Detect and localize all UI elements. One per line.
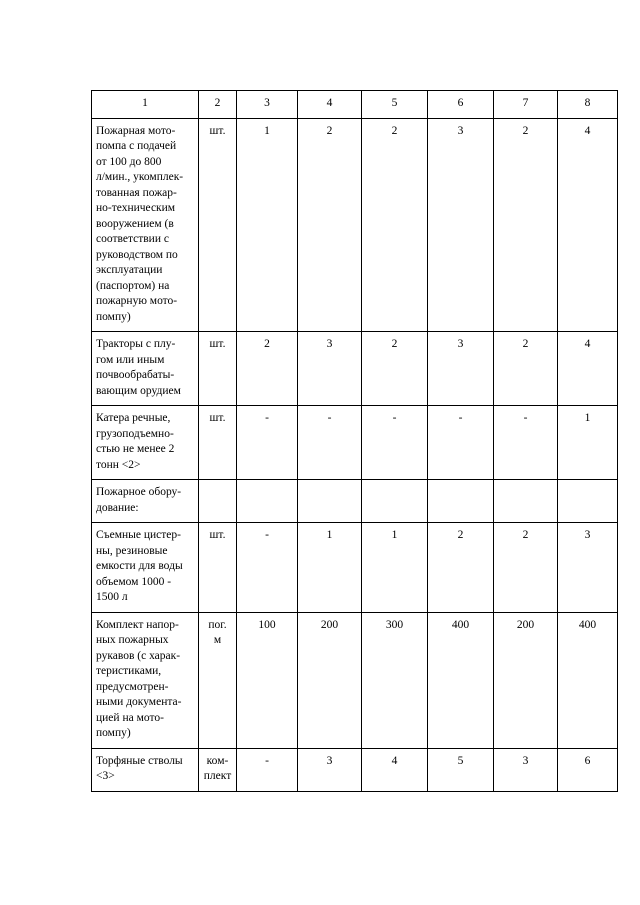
value-cell: 400 [558,612,618,748]
value-cell: 6 [558,748,618,791]
unit-cell: шт. [199,406,237,480]
table-row [92,748,618,791]
unit-cell: пог. м [199,612,237,748]
value-cell: 2 [362,332,428,406]
value-cell: - [362,406,428,480]
value-cell: 1 [298,523,362,613]
value-cell: 2 [298,118,362,332]
unit-cell: шт. [199,332,237,406]
value-cell: - [237,748,298,791]
unit-cell: шт. [199,118,237,332]
value-cell: 200 [494,612,558,748]
item-name-cell: Катера речные, грузоподъемно- стью не менее 2 тонн <2> [92,406,199,480]
value-cell: 1 [237,118,298,332]
value-cell: 2 [237,332,298,406]
value-cell: 2 [428,523,494,613]
table-row [92,612,618,748]
value-cell: 2 [494,332,558,406]
value-cell [298,480,362,523]
header-cell: 4 [298,91,362,119]
header-cell: 5 [362,91,428,119]
item-name-cell: Торфяные стволы <3> [92,748,199,791]
unit-cell [199,480,237,523]
value-cell [494,480,558,523]
table-row [92,118,618,332]
table-header-row [92,91,618,119]
value-cell [362,480,428,523]
value-cell: 2 [494,523,558,613]
value-cell [237,480,298,523]
header-cell: 1 [92,91,199,119]
header-cell: 2 [199,91,237,119]
value-cell: 3 [298,748,362,791]
header-cell: 6 [428,91,494,119]
item-name-cell: Комплект напор- ных пожарных рукавов (с харак- теристиками, предусмотрен- ными документа- цией на мото- помпу) [92,612,199,748]
value-cell: 5 [428,748,494,791]
value-cell: 100 [237,612,298,748]
value-cell: 3 [558,523,618,613]
unit-cell: шт. [199,523,237,613]
table-row [92,480,618,523]
item-name-cell: Тракторы с плу- гом или иным почвообрабаты- вающим орудием [92,332,199,406]
item-name-cell: Съемные цистер- ны, резиновые емкости для воды объемом 1000 - 1500 л [92,523,199,613]
equipment-table [91,90,618,792]
table-row [92,332,618,406]
value-cell: - [494,406,558,480]
value-cell [558,480,618,523]
header-cell: 3 [237,91,298,119]
value-cell: 3 [428,332,494,406]
table-row [92,523,618,613]
value-cell: 1 [362,523,428,613]
value-cell: 2 [494,118,558,332]
table-row [92,406,618,480]
value-cell [428,480,494,523]
value-cell: - [237,523,298,613]
unit-cell: ком- плект [199,748,237,791]
header-cell: 8 [558,91,618,119]
value-cell: 400 [428,612,494,748]
value-cell: - [298,406,362,480]
value-cell: 300 [362,612,428,748]
value-cell: - [237,406,298,480]
value-cell: 4 [558,118,618,332]
header-cell: 7 [494,91,558,119]
value-cell: 2 [362,118,428,332]
value-cell: 200 [298,612,362,748]
item-name-cell: Пожарная мото- помпа с подачей от 100 до 800 л/мин., укомплек- тованная пожар- но-техническим вооружением (в соответствии с руководством по эксплуатации (паспортом) на пожарную мото- помпу) [92,118,199,332]
value-cell: 3 [428,118,494,332]
item-name-cell: Пожарное обору- дование: [92,480,199,523]
value-cell: 3 [494,748,558,791]
value-cell: 4 [558,332,618,406]
value-cell: 1 [558,406,618,480]
value-cell: 3 [298,332,362,406]
value-cell: 4 [362,748,428,791]
value-cell: - [428,406,494,480]
